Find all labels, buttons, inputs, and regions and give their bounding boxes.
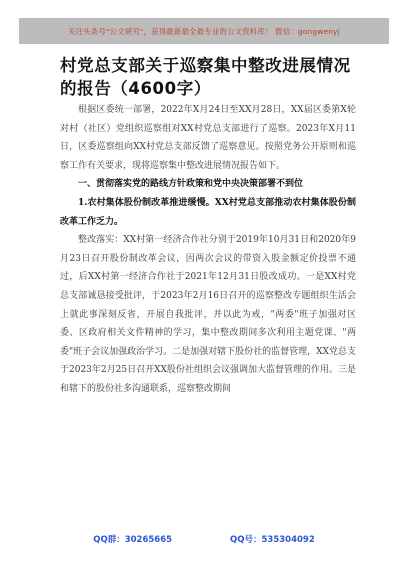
- document-title: 村党总支部关于巡察集中整改进展情况的报告（4600字）: [60, 56, 351, 98]
- subsection-heading: 1.农村集体股份制改革推进缓慢。XX村党总支部推动农村集体股份制改革工作乏力。: [60, 197, 356, 227]
- footer-contact: [0, 533, 408, 547]
- top-banner: [19, 18, 389, 44]
- qq-group-text: QQ群：30265665: [93, 535, 173, 545]
- banner-text: 关注头条号"公文研究"，获得最新最全最专业的公文资料库！ 微信：gongwenyj: [68, 26, 340, 36]
- intro-paragraph: 根据区委统一部署，2022年X月24日至XX月28日，XX届区委第X轮对村（社区）党组织巡察组对XX村党总支部进行了巡察。2023年X月11日，区委巡察组向XX村党总支部反馈了巡察意见。按照党务公开原则和巡察工作有关要求，现将巡察集中整改进展情况报告如下。: [60, 105, 356, 171]
- section-heading: 一、贯彻落实党的路线方针政策和党中央决策部署不到位: [78, 179, 304, 190]
- qq-number-text: QQ号：535304092: [230, 535, 315, 545]
- rectification-paragraph: 整改落实：XX村第一经济合作社分别于2019年10月31日和2020年9月23日召开股份制改革会议，因两次会议的带资入股金额定价投票不通过，后XX村第一经济合作社于2021年12月31日股改成功。一是XX村党总支部诚恳接受批评，于2023年2月16日召开的巡察整改专题组织生活会上就此事深刻反省，开展自我批评，并以此为戒，"两委"班子加强对区委、区政府相关文件精神的学习，集中整改期间多次利用主题党课、"两委"班子会议加强政治学习。二是加强对辖下股份社的监督管理，XX党总支于2023年2月25日召开XX股份社组织会议强调加大监督管理的作用。三是和辖下的股份社多沟通联系，巡察整改期间: [60, 235, 356, 394]
- document-body: [60, 101, 356, 399]
